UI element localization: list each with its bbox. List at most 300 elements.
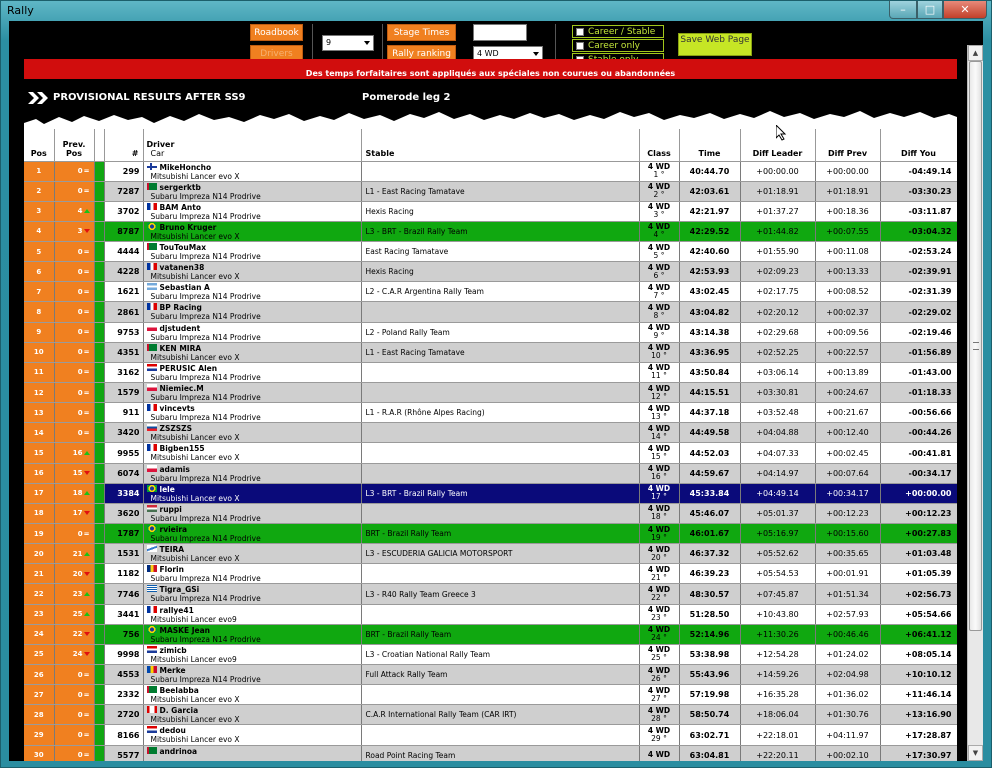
diff-prev-cell: +00:24.67 — [815, 383, 880, 403]
br-flag-icon — [147, 485, 157, 492]
table-row[interactable] — [24, 161, 957, 181]
diff-leader-cell: +07:45.87 — [740, 584, 815, 604]
position-cell: 12 — [24, 383, 54, 403]
driver-cell[interactable] — [143, 362, 361, 382]
driver-cell[interactable] — [143, 564, 361, 584]
previous-position-value: 22 — [72, 630, 83, 639]
time-cell: 43:02.45 — [679, 282, 740, 302]
table-row[interactable] — [24, 443, 957, 463]
diff-you-cell: -04:49.14 — [880, 161, 957, 181]
driver-cell[interactable] — [143, 483, 361, 503]
driver-name: ZSZSZS — [159, 424, 193, 434]
header-stable[interactable]: Stable — [361, 129, 639, 161]
close-button[interactable]: ✕ — [943, 1, 987, 19]
header-prev-pos[interactable] — [54, 129, 94, 161]
driver-name: lele — [159, 484, 175, 494]
diff-prev-cell: +01:36.02 — [815, 685, 880, 705]
row-marker — [94, 221, 104, 241]
previous-position-value: 4 — [77, 207, 83, 216]
ro-flag-icon — [147, 565, 157, 572]
position-cell: 20 — [24, 544, 54, 564]
up-arrow-icon — [84, 552, 90, 556]
results-banner — [24, 79, 957, 129]
time-cell: 42:03.61 — [679, 181, 740, 201]
car-model: Mitsubishi Lancer evo9 — [150, 614, 237, 624]
checkbox-box[interactable] — [576, 42, 584, 50]
position-cell: 24 — [24, 624, 54, 644]
save-web-page-button[interactable]: Save Web Page — [678, 33, 752, 56]
class-value: 4 WD — [647, 323, 671, 333]
up-arrow-icon — [84, 451, 90, 455]
previous-position-cell — [54, 483, 94, 503]
previous-position-cell — [54, 443, 94, 463]
row-marker — [94, 302, 104, 322]
car-model: Mitsubishi Lancer evo X — [150, 352, 240, 362]
header-prev-label: Prev. — [62, 139, 86, 149]
row-marker — [94, 463, 104, 483]
text-input[interactable] — [473, 24, 527, 41]
header-driver[interactable] — [143, 129, 361, 161]
class-value: 4 WD — [647, 605, 671, 615]
header-diff-leader[interactable]: Diff Leader — [740, 129, 815, 161]
class-rank: 19 ° — [651, 532, 667, 542]
driver-cell[interactable] — [143, 181, 361, 201]
diff-you-cell: +05:54.66 — [880, 604, 957, 624]
maximize-button[interactable]: □ — [917, 1, 943, 19]
diff-prev-cell: +00:11.08 — [815, 242, 880, 262]
diff-you-cell: -02:31.39 — [880, 282, 957, 302]
equal-icon: = — [83, 751, 90, 760]
minimize-button[interactable]: – — [889, 1, 917, 19]
diff-prev-cell: +00:00.00 — [815, 161, 880, 181]
diff-prev-cell: +00:15.60 — [815, 524, 880, 544]
car-number-cell: 3441 — [104, 604, 143, 624]
driver-cell[interactable] — [143, 463, 361, 483]
table-row[interactable] — [24, 302, 957, 322]
position-cell: 25 — [24, 644, 54, 664]
position-cell: 6 — [24, 262, 54, 282]
table-row[interactable] — [24, 423, 957, 443]
car-number-cell: 2861 — [104, 302, 143, 322]
diff-you-cell: -02:39.91 — [880, 262, 957, 282]
row-marker — [94, 262, 104, 282]
driver-cell[interactable] — [143, 201, 361, 221]
stable-cell: L1 - East Racing Tamatave — [361, 342, 639, 362]
diff-leader-cell: +04:04.88 — [740, 423, 815, 443]
table-row[interactable] — [24, 503, 957, 523]
time-cell: 40:44.70 — [679, 161, 740, 181]
down-arrow-icon — [84, 511, 90, 515]
diff-leader-cell: +18:06.04 — [740, 705, 815, 725]
stable-cell — [361, 383, 639, 403]
vertical-scrollbar[interactable] — [967, 45, 983, 761]
diff-prev-cell: +00:09.56 — [815, 322, 880, 342]
table-row[interactable] — [24, 181, 957, 201]
class-cell — [639, 262, 679, 282]
diff-prev-cell: +00:22.57 — [815, 342, 880, 362]
class-rank: 27 ° — [651, 693, 667, 703]
row-marker — [94, 665, 104, 685]
header-diff-you[interactable]: Diff You — [880, 129, 957, 161]
previous-position-cell — [54, 242, 94, 262]
class-cell — [639, 584, 679, 604]
previous-position-cell — [54, 201, 94, 221]
car-number-cell: 4351 — [104, 342, 143, 362]
diff-leader-cell: +02:52.25 — [740, 342, 815, 362]
driver-name: zimicb — [159, 645, 187, 655]
driver-cell[interactable] — [143, 685, 361, 705]
class-cell — [639, 181, 679, 201]
by-flag-icon — [147, 344, 157, 351]
driver-cell[interactable] — [143, 624, 361, 644]
table-row[interactable] — [24, 584, 957, 604]
diff-leader-cell: +05:54.53 — [740, 564, 815, 584]
previous-position-cell — [54, 745, 94, 761]
class-cell — [639, 282, 679, 302]
driver-cell[interactable] — [143, 604, 361, 624]
car-number-cell: 9753 — [104, 322, 143, 342]
car-number-cell: 3162 — [104, 362, 143, 382]
br-flag-icon — [147, 223, 157, 230]
class-value: 4 WD — [647, 242, 671, 252]
class-cell — [639, 443, 679, 463]
table-row[interactable] — [24, 564, 957, 584]
diff-prev-cell: +00:08.52 — [815, 282, 880, 302]
previous-position-value: 0 — [77, 529, 83, 538]
table-row[interactable] — [24, 524, 957, 544]
previous-position-value: 0 — [77, 731, 83, 739]
class-cell — [639, 463, 679, 483]
driver-cell[interactable] — [143, 725, 361, 745]
fr-flag-icon — [147, 444, 157, 451]
diff-prev-cell: +01:30.76 — [815, 705, 880, 725]
row-marker — [94, 644, 104, 664]
class-value: 4 WD — [647, 564, 671, 574]
row-marker — [94, 604, 104, 624]
row-marker — [94, 584, 104, 604]
car-model: Subaru Impreza N14 Prodrive — [150, 675, 261, 685]
diff-you-cell: -01:43.00 — [880, 362, 957, 382]
class-rank: 29 ° — [651, 734, 667, 743]
stable-cell — [361, 302, 639, 322]
stable-cell: BRT - Brazil Rally Team — [361, 624, 639, 644]
up-arrow-icon — [84, 491, 90, 495]
driver-cell[interactable] — [143, 423, 361, 443]
equal-icon: = — [83, 670, 90, 679]
car-number-cell: 2720 — [104, 705, 143, 725]
stable-cell: East Racing Tamatave — [361, 242, 639, 262]
diff-leader-cell: +03:52.48 — [740, 403, 815, 423]
car-number-cell: 4228 — [104, 262, 143, 282]
class-rank: 24 ° — [651, 633, 667, 643]
table-row[interactable] — [24, 201, 957, 221]
driver-name: PERUSIC Alen — [159, 363, 218, 373]
hr-flag-icon — [147, 726, 157, 733]
driver-cell[interactable] — [143, 443, 361, 463]
driver-name: D. Garcia — [159, 706, 199, 716]
diff-leader-cell: +02:29.68 — [740, 322, 815, 342]
previous-position-value: 0 — [77, 368, 83, 377]
results-table — [24, 129, 957, 761]
previous-position-cell — [54, 544, 94, 564]
previous-position-value: 0 — [77, 287, 83, 296]
row-marker — [94, 685, 104, 705]
driver-name: sergerktb — [159, 182, 201, 192]
driver-cell[interactable] — [143, 544, 361, 564]
previous-position-value: 24 — [72, 650, 83, 659]
equal-icon: = — [83, 408, 90, 417]
driver-name: Beelabba — [159, 686, 199, 696]
table-row[interactable] — [24, 383, 957, 403]
car-model: Subaru Impreza N14 Prodrive — [150, 332, 261, 342]
driver-cell[interactable] — [143, 322, 361, 342]
previous-position-value: 15 — [72, 469, 83, 478]
header-time[interactable]: Time — [679, 129, 740, 161]
previous-position-value: 0 — [77, 751, 83, 760]
scrollbar-thumb[interactable] — [969, 61, 982, 631]
class-rank: 4 ° — [653, 230, 665, 240]
time-cell: 43:36.95 — [679, 342, 740, 362]
driver-name: dedou — [159, 726, 186, 736]
fr-flag-icon — [147, 404, 157, 411]
diff-you-cell: +11:46.14 — [880, 685, 957, 705]
class-value: 4 WD — [647, 262, 671, 272]
car-model: Mitsubishi Lancer evo X — [150, 231, 240, 241]
class-rank: 18 ° — [651, 512, 667, 522]
roadbook-button[interactable]: Roadbook — [250, 24, 303, 41]
table-row[interactable] — [24, 624, 957, 644]
results-table-container[interactable] — [24, 129, 957, 761]
driver-cell[interactable] — [143, 403, 361, 423]
time-cell: 44:59.67 — [679, 463, 740, 483]
previous-position-value: 3 — [77, 227, 83, 236]
previous-position-value: 20 — [72, 569, 83, 578]
driver-name: MASKE Jean — [159, 625, 210, 635]
driver-name: Merke — [159, 666, 186, 676]
driver-cell[interactable] — [143, 644, 361, 664]
class-rank: 14 ° — [651, 431, 667, 441]
previous-position-cell — [54, 604, 94, 624]
car-number-cell: 2332 — [104, 685, 143, 705]
stable-cell: L2 - Poland Rally Team — [361, 322, 639, 342]
driver-cell[interactable] — [143, 302, 361, 322]
stable-cell: L3 - BRT - Brazil Rally Team — [361, 483, 639, 503]
position-cell: 3 — [24, 201, 54, 221]
position-cell: 21 — [24, 564, 54, 584]
time-cell: 42:29.52 — [679, 221, 740, 241]
time-cell: 52:14.96 — [679, 624, 740, 644]
header-number[interactable]: # — [104, 129, 143, 161]
position-cell: 4 — [24, 221, 54, 241]
table-row[interactable] — [24, 262, 957, 282]
equal-icon: = — [83, 287, 90, 296]
career-stable-checkbox[interactable] — [572, 25, 664, 38]
table-row[interactable] — [24, 322, 957, 342]
driver-cell[interactable] — [143, 161, 361, 181]
previous-position-value: 0 — [77, 710, 83, 719]
table-row[interactable] — [24, 483, 957, 503]
stage-times-button[interactable]: Stage Times — [387, 24, 456, 41]
previous-position-value: 16 — [72, 449, 83, 458]
time-cell: 55:43.96 — [679, 665, 740, 685]
driver-cell[interactable] — [143, 524, 361, 544]
driver-cell[interactable] — [143, 665, 361, 685]
class-value: 4 WD — [647, 750, 671, 760]
table-row[interactable] — [24, 665, 957, 685]
table-row[interactable] — [24, 463, 957, 483]
table-row[interactable] — [24, 644, 957, 664]
driver-cell[interactable] — [143, 342, 361, 362]
table-row[interactable] — [24, 282, 957, 302]
pl-flag-icon — [147, 324, 157, 331]
driver-cell[interactable] — [143, 282, 361, 302]
table-row[interactable] — [24, 725, 957, 745]
row-marker — [94, 423, 104, 443]
class-rank: 3 ° — [653, 210, 665, 220]
class-rank: 7 ° — [653, 290, 665, 300]
drivers-button[interactable]: Drivers — [250, 45, 303, 62]
header-diff-prev[interactable]: Diff Prev — [815, 129, 880, 161]
position-cell: 2 — [24, 181, 54, 201]
class-value: 4 WD — [647, 585, 671, 595]
diff-prev-cell: +00:46.46 — [815, 624, 880, 644]
stable-cell: C.A.R International Rally Team (CAR IRT) — [361, 705, 639, 725]
class-cell — [639, 302, 679, 322]
career-only-checkbox[interactable] — [572, 39, 664, 52]
diff-prev-cell: +00:02.45 — [815, 443, 880, 463]
row-marker — [94, 282, 104, 302]
class-value: 4 WD — [647, 222, 671, 232]
driver-cell[interactable] — [143, 242, 361, 262]
driver-cell[interactable] — [143, 745, 361, 761]
diff-you-cell: -03:11.87 — [880, 201, 957, 221]
stage-select[interactable] — [322, 35, 374, 51]
class-value: 4 WD — [647, 645, 671, 655]
header-driver-label: Driver — [146, 139, 175, 149]
previous-position-cell — [54, 685, 94, 705]
fr-flag-icon — [147, 606, 157, 613]
class-value: 4 WD — [647, 726, 671, 735]
position-cell: 29 — [24, 725, 54, 745]
time-cell: 46:37.32 — [679, 544, 740, 564]
driver-name: djstudent — [159, 323, 201, 333]
class-cell — [639, 161, 679, 181]
car-number-cell: 911 — [104, 403, 143, 423]
time-cell: 57:19.98 — [679, 685, 740, 705]
notice-text: Des temps forfaitaires sont appliqués aux spéciales non courues ou abandonnées — [305, 69, 676, 78]
stable-cell — [361, 685, 639, 705]
table-row[interactable] — [24, 745, 957, 761]
diff-prev-cell: +01:51.34 — [815, 584, 880, 604]
car-model: Subaru Impreza N14 Prodrive — [150, 574, 261, 584]
scroll-up-arrow-icon[interactable]: ▲ — [968, 45, 983, 61]
position-cell: 15 — [24, 443, 54, 463]
car-number-cell: 3702 — [104, 201, 143, 221]
header-class[interactable]: Class — [639, 129, 679, 161]
driver-name: adamis — [159, 464, 190, 474]
stable-cell: L3 - ESCUDERIA GALICIA MOTORSPORT — [361, 544, 639, 564]
scroll-down-arrow-icon[interactable]: ▼ — [968, 745, 983, 761]
class-cell — [639, 745, 679, 761]
position-cell: 9 — [24, 322, 54, 342]
table-row[interactable] — [24, 685, 957, 705]
diff-you-cell: -00:44.26 — [880, 423, 957, 443]
table-row[interactable] — [24, 403, 957, 423]
driver-cell[interactable] — [143, 705, 361, 725]
class-value: 4 WD — [647, 363, 671, 373]
table-row[interactable] — [24, 242, 957, 262]
table-row[interactable] — [24, 342, 957, 362]
equal-icon: = — [83, 328, 90, 337]
header-pos[interactable]: Pos — [24, 129, 54, 161]
car-model — [147, 756, 151, 761]
previous-position-value: 0 — [77, 348, 83, 357]
equal-icon: = — [83, 690, 90, 699]
driver-cell[interactable] — [143, 262, 361, 282]
previous-position-cell — [54, 262, 94, 282]
row-marker — [94, 403, 104, 423]
diff-prev-cell: +00:13.89 — [815, 362, 880, 382]
previous-position-cell — [54, 463, 94, 483]
car-number-cell: 7746 — [104, 584, 143, 604]
diff-leader-cell: +00:00.00 — [740, 161, 815, 181]
diff-you-cell: -03:04.32 — [880, 221, 957, 241]
fr-flag-icon — [147, 203, 157, 210]
checkbox-box[interactable] — [576, 28, 584, 36]
table-row[interactable] — [24, 705, 957, 725]
class-value: 4 WD — [647, 343, 671, 353]
row-marker — [94, 564, 104, 584]
diff-you-cell: -00:56.66 — [880, 403, 957, 423]
table-row[interactable] — [24, 604, 957, 624]
down-arrow-icon — [84, 572, 90, 576]
hr-flag-icon — [147, 364, 157, 371]
driver-cell[interactable] — [143, 221, 361, 241]
class-value: 4 WD — [647, 625, 671, 635]
previous-position-cell — [54, 221, 94, 241]
diff-you-cell: -02:29.02 — [880, 302, 957, 322]
driver-name: vatanen38 — [159, 263, 205, 273]
class-cell — [639, 242, 679, 262]
previous-position-value: 17 — [72, 509, 83, 518]
table-row[interactable] — [24, 362, 957, 382]
diff-leader-cell: +02:17.75 — [740, 282, 815, 302]
table-row[interactable] — [24, 544, 957, 564]
rally-ranking-button[interactable]: Rally ranking — [387, 45, 456, 62]
time-cell: 45:33.84 — [679, 483, 740, 503]
stage-subtitle: Pomerode leg 2 — [362, 92, 451, 103]
career-only-label: Career only — [588, 40, 640, 51]
stable-cell — [361, 503, 639, 523]
table-row[interactable] — [24, 221, 957, 241]
previous-position-value: 0 — [77, 690, 83, 699]
title-bar[interactable] — [1, 1, 991, 21]
stable-cell: Full Attack Rally Team — [361, 665, 639, 685]
car-number-cell: 3620 — [104, 503, 143, 523]
driver-cell[interactable] — [143, 383, 361, 403]
by-flag-icon — [147, 747, 157, 754]
previous-position-cell — [54, 644, 94, 664]
driver-cell[interactable] — [143, 503, 361, 523]
stable-cell: BRT - Brazil Rally Team — [361, 524, 639, 544]
diff-prev-cell: +01:24.02 — [815, 644, 880, 664]
previous-position-value: 0 — [77, 408, 83, 417]
double-chevron-icon — [28, 92, 50, 104]
driver-cell[interactable] — [143, 584, 361, 604]
stable-cell — [361, 443, 639, 463]
stable-cell: Hexis Racing — [361, 201, 639, 221]
time-cell: 43:50.84 — [679, 362, 740, 382]
